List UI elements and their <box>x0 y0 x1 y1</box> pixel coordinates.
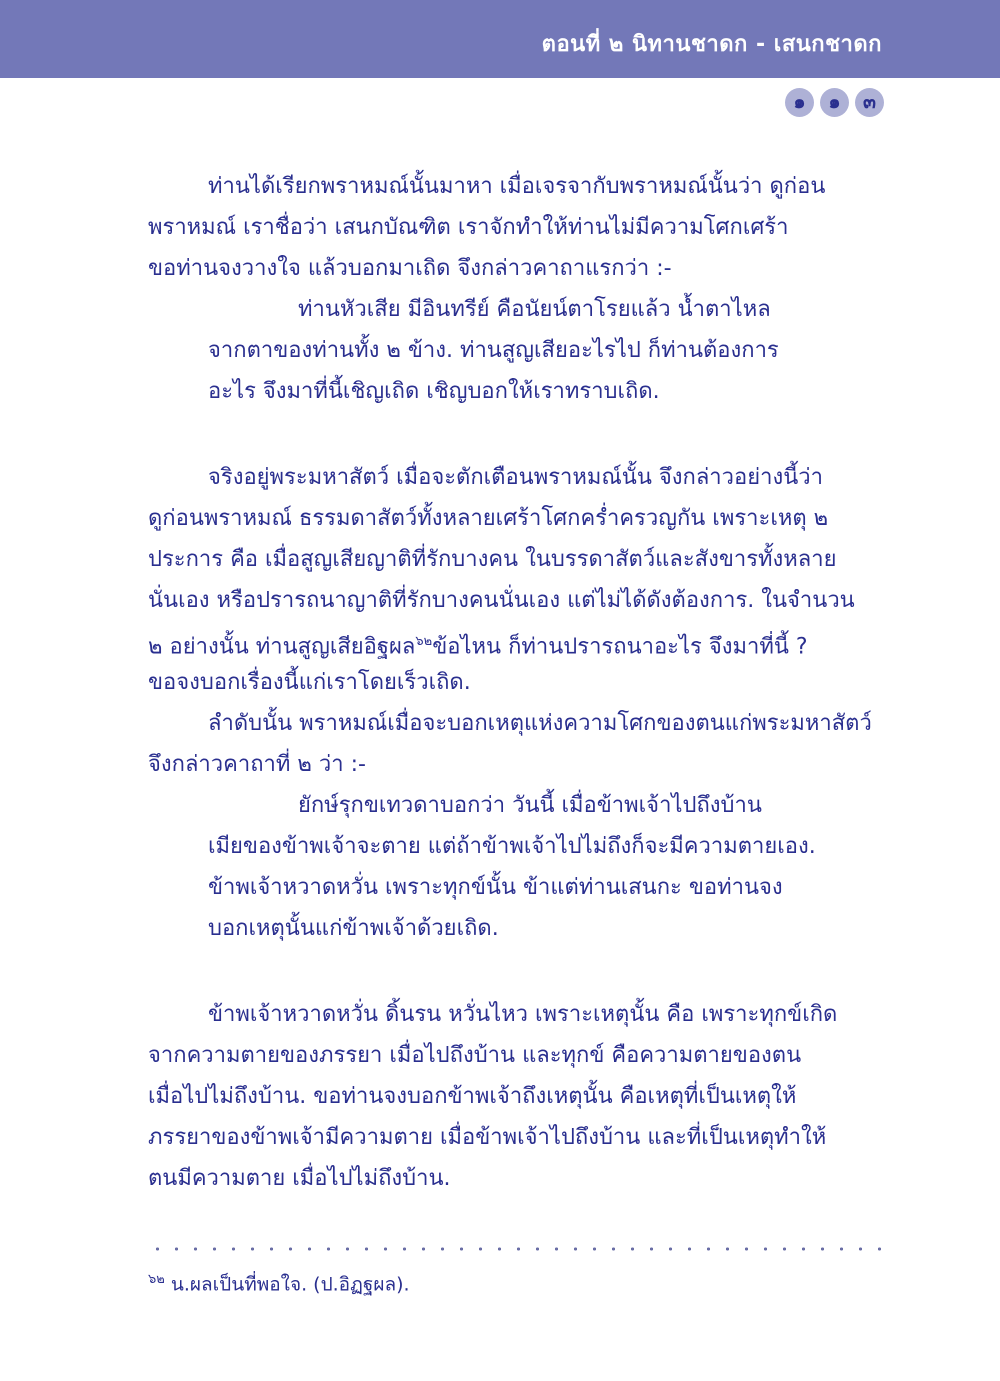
verse-line: ยักษ์รุกขเทวดาบอกว่า วันนี้ เมื่อข้าพเจ้าไปถึงบ้าน <box>298 793 762 818</box>
verse-line: ข้าพเจ้าหวาดหวั่น เพราะทุกข์นั้น ข้าแต่ท่านเสนกะ ขอท่านจง <box>208 875 783 900</box>
text-line: ข้าพเจ้าหวาดหวั่น ดิ้นรน หวั่นไหว เพราะเหตุนั้น คือ เพราะทุกข์เกิด <box>208 1002 838 1027</box>
header-bar <box>0 0 1000 78</box>
text-line: ดูก่อนพราหมณ์ ธรรมดาสัตว์ทั้งหลายเศร้าโศกคร่ำครวญกัน เพราะเหตุ ๒ <box>148 506 829 531</box>
text-line: ภรรยาของข้าพเจ้ามีความตาย เมื่อข้าพเจ้าไปถึงบ้าน และที่เป็นเหตุทำให้ <box>148 1125 827 1150</box>
verse-line: บอกเหตุนั้นแก่ข้าพเจ้าด้วยเถิด. <box>208 916 499 941</box>
page-number <box>785 88 884 117</box>
text-line: จริงอยู่พระมหาสัตว์ เมื่อจะตักเตือนพราหมณ์นั้น จึงกล่าวอย่างนี้ว่า <box>208 465 823 490</box>
text-segment: ข้อไหน ก็ท่านปรารถนาอะไร จึงมาที่นี้ ? <box>432 634 808 660</box>
body-text <box>148 166 883 1199</box>
text-line: พราหมณ์ เราชื่อว่า เสนกบัณฑิต เราจักทำให้ท่านไม่มีความโศกเศร้า <box>148 215 789 240</box>
page-digit: ๑ <box>820 88 849 117</box>
text-line: เมื่อไปไม่ถึงบ้าน. ขอท่านจงบอกข้าพเจ้าถึงเหตุนั้น คือเหตุที่เป็นเหตุให้ <box>148 1084 797 1109</box>
verse-line: ท่านหัวเสีย มีอินทรีย์ คือนัยน์ตาโรยแล้ว น้ำตาไหล <box>298 297 771 322</box>
text-line: ตนมีความตาย เมื่อไปไม่ถึงบ้าน. <box>148 1166 451 1191</box>
footnote-reference[interactable]: ๖๒ <box>415 634 433 649</box>
verse-1 <box>148 289 883 412</box>
text-line: นั่นเอง หรือปรารถนาญาติที่รักบางคนนั่นเอง แต่ไม่ได้ดังต้องการ. ในจำนวน <box>148 588 855 613</box>
chapter-title: ตอนที่ ๒ นิทานชาดก - เสนกชาดก <box>541 32 882 57</box>
text-line: ขอท่านจงวางใจ แล้วบอกมาเถิด จึงกล่าวคาถาแรกว่า :- <box>148 256 672 281</box>
text-segment: ๒ อย่างนั้น ท่านสูญเสียอิฐผล <box>148 634 416 660</box>
text-line: ลำดับนั้น พราหมณ์เมื่อจะบอกเหตุแห่งความโศกของตนแก่พระมหาสัตว์ <box>208 711 872 736</box>
text-line: ท่านได้เรียกพราหมณ์นั้นมาหา เมื่อเจรจากับพราหมณ์นั้นว่า ดูก่อน <box>208 174 826 199</box>
verse-line: เมียของข้าพเจ้าจะตาย แต่ถ้าข้าพเจ้าไปไม่ถึงก็จะมีความตายเอง. <box>208 834 816 859</box>
page-digit: ๓ <box>855 88 884 117</box>
text-line: จึงกล่าวคาถาที่ ๒ ว่า :- <box>148 752 366 777</box>
verse-line: อะไร จึงมาที่นี้เชิญเถิด เชิญบอกให้เราทราบเถิด. <box>208 379 660 404</box>
text-line <box>148 621 883 662</box>
footnote <box>148 1268 410 1299</box>
paragraph-4 <box>148 994 883 1199</box>
text-line: ขอจงบอกเรื่องนี้แก่เราโดยเร็วเถิด. <box>148 670 471 695</box>
verse-2 <box>148 785 883 949</box>
verse-line: จากตาของท่านทั้ง ๒ ข้าง. ท่านสูญเสียอะไรไป ก็ท่านต้องการ <box>208 338 779 363</box>
paragraph-2 <box>148 457 883 703</box>
page-digit: ๑ <box>785 88 814 117</box>
footnote-text: น.ผลเป็นที่พอใจ. (ป.อิฏฐผล). <box>170 1273 410 1296</box>
paragraph-3 <box>148 703 883 785</box>
text-line: ประการ คือ เมื่อสูญเสียญาติที่รักบางคน ในบรรดาสัตว์และสังขารทั้งหลาย <box>148 547 837 572</box>
footnote-divider <box>148 1246 883 1252</box>
text-line: จากความตายของภรรยา เมื่อไปถึงบ้าน และทุกข์ คือความตายของตน <box>148 1043 802 1068</box>
footnote-mark: ๖๒ <box>148 1272 165 1287</box>
paragraph-1 <box>148 166 883 289</box>
